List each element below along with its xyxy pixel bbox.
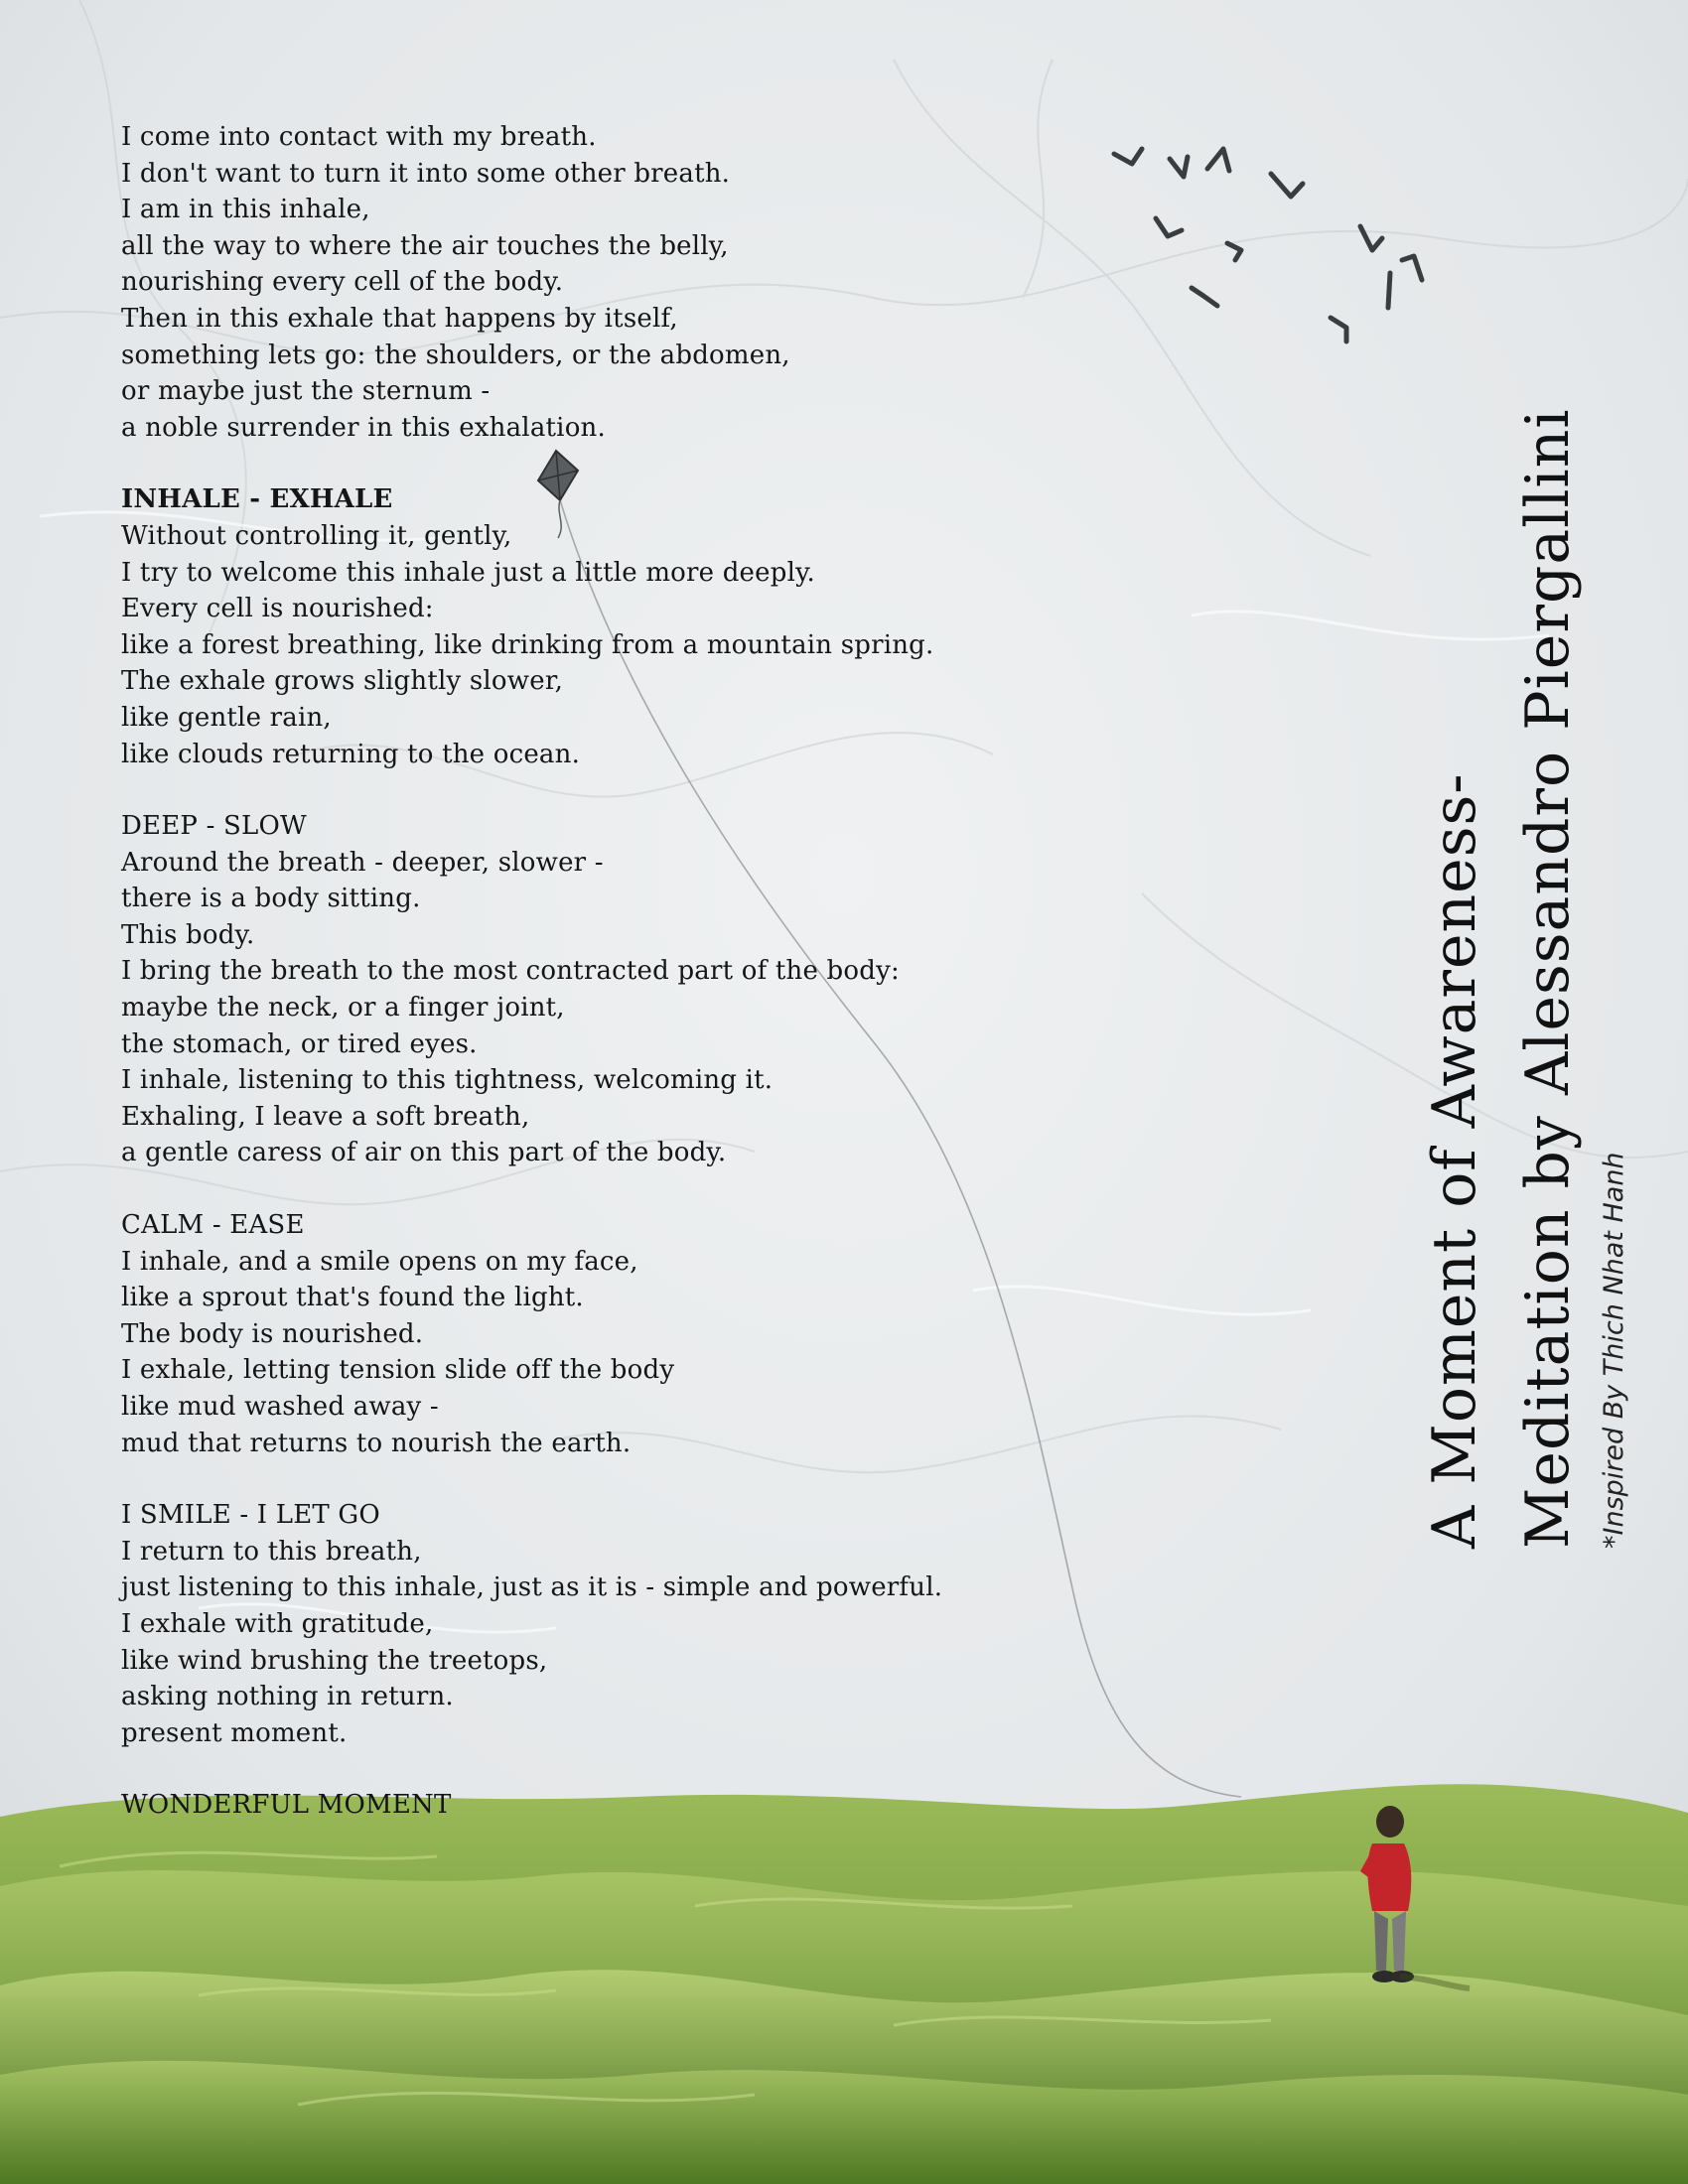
poem-line: a gentle caress of air on this part of the body.: [121, 1138, 727, 1168]
poem-line: just listening to this inhale, just as it is - simple and powerful.: [121, 1572, 943, 1603]
green-hills: [0, 1777, 1688, 2184]
poem-line: or maybe just the sternum -: [121, 376, 491, 407]
poem-intro: [121, 119, 1094, 446]
title-line-2: Meditation by Alessandro Piergallini: [1513, 408, 1583, 1549]
poem-line: This body.: [121, 919, 255, 950]
poem-line: Around the breath - deeper, slower -: [121, 847, 604, 878]
poem-line: I bring the breath to the most contracted part of the body:: [121, 956, 900, 987]
poem-line: mud that returns to nourish the earth.: [121, 1428, 632, 1458]
poem-line: there is a body sitting.: [121, 884, 421, 914]
poem-line: present moment.: [121, 1717, 348, 1748]
stanza-smile-let-go: [121, 1497, 1094, 1751]
poem-line: I am in this inhale,: [121, 195, 370, 225]
stanza-heading: I SMILE - I LET GO: [121, 1500, 380, 1531]
title-line-1: A Moment of Awareness-: [1420, 772, 1489, 1549]
credit-line: *Inspired By Thich Nhat Hanh: [1599, 1152, 1629, 1549]
stanza-heading: CALM - EASE: [121, 1210, 305, 1241]
poem-line: I don't want to turn it into some other breath.: [121, 158, 731, 189]
poem-line: like a forest breathing, like drinking from a mountain spring.: [121, 629, 934, 660]
poem-line: asking nothing in return.: [121, 1682, 454, 1712]
poem-line: I inhale, and a smile opens on my face,: [121, 1246, 638, 1277]
poem-line: Without controlling it, gently,: [121, 520, 512, 551]
poem-line: maybe the neck, or a finger joint,: [121, 993, 565, 1024]
poem-body: [121, 119, 1094, 1824]
stanza-calm-ease: [121, 1207, 1094, 1461]
poem-line: I come into contact with my breath.: [121, 122, 597, 152]
poem-line: Every cell is nourished:: [121, 594, 434, 624]
poem-line: nourishing every cell of the body.: [121, 267, 564, 298]
poem-line: the stomach, or tired eyes.: [121, 1028, 478, 1059]
poem-line: I return to this breath,: [121, 1536, 422, 1567]
stanza-heading: DEEP - SLOW: [121, 811, 307, 842]
poem-line: like gentle rain,: [121, 702, 332, 733]
stanza-deep-slow: [121, 808, 1094, 1171]
stanza-inhale-exhale: [121, 481, 1094, 772]
poem-line: all the way to where the air touches the belly,: [121, 230, 729, 261]
poem-line: The exhale grows slightly slower,: [121, 666, 564, 697]
poem-line: something lets go: the shoulders, or the abdomen,: [121, 340, 790, 370]
poem-line: like clouds returning to the ocean.: [121, 739, 581, 769]
poem-line: I inhale, listening to this tightness, welcoming it.: [121, 1065, 774, 1096]
poem-line: like mud washed away -: [121, 1392, 439, 1422]
poem-line: Exhaling, I leave a soft breath,: [121, 1101, 530, 1132]
poem-line: The body is nourished.: [121, 1318, 424, 1349]
poem-line: like wind brushing the treetops,: [121, 1645, 548, 1676]
closing-line: WONDERFUL MOMENT: [121, 1790, 452, 1821]
poem-line: Then in this exhale that happens by itself,: [121, 303, 678, 334]
poem-line: a noble surrender in this exhalation.: [121, 412, 606, 443]
stanza-heading: INHALE - EXHALE: [121, 484, 393, 515]
poem-line: I exhale, letting tension slide off the body: [121, 1355, 675, 1386]
poem-line: like a sprout that's found the light.: [121, 1283, 584, 1313]
poem-line: I exhale with gratitude,: [121, 1608, 434, 1639]
poem-line: I try to welcome this inhale just a little more deeply.: [121, 557, 815, 588]
